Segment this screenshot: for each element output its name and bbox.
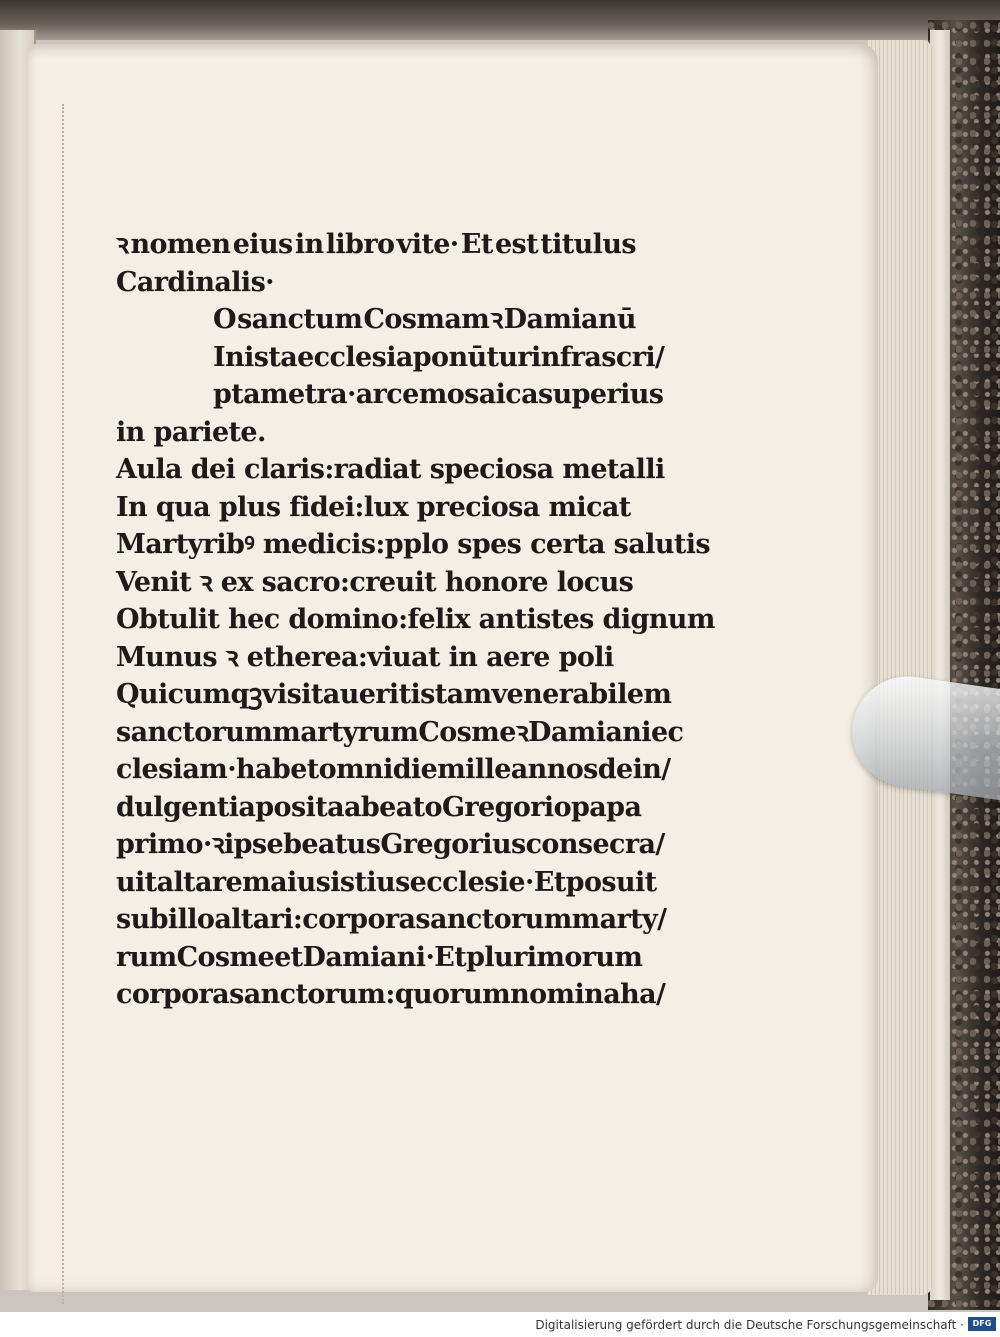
cover-board-edge [930,30,950,1300]
footer-bar [0,1312,1000,1337]
text-line: Aula dei claris:radiat speciosa metalli [116,454,665,485]
text-line: Martyribꝰ medicis:pplo spes certa salutis [116,529,710,560]
text-line: primo·ꝛ ipse beatus Gregorius consecra/ [116,829,665,860]
page-text [116,226,715,1014]
text-line: in pariete. [116,416,266,448]
text-line: sub illo altari : corpora sanctorum marty/ [116,904,667,935]
text-line: rum Cosme et Damiani· Et plurimorum [116,941,643,973]
text-line: uit altare maius istius ecclesie· Et posuit [116,866,657,898]
text-line: corpora sanctorum : quorum nomina ha/ [116,979,666,1010]
text-line: clesiam·habet omni die mille annos de in/ [116,754,671,785]
text-line: sanctorum martyrum Cosme ꝛ Damiani ec [116,716,684,748]
binding-top-edge [0,0,1000,40]
text-line: dulgentia posita a beato Gregorio papa [116,791,642,823]
text-line: ꝛ nomen eius in libro vite· Et est titulus [116,229,636,260]
text-line: pta metra·arce mosaica superius [213,379,664,410]
text-line: Obtulit hec domino:felix antistes dignum [116,604,715,635]
sewing-holes [62,104,66,1304]
text-line: Cardinalis· [116,266,274,298]
text-line: In ista ecclesia ponūtur infrascri/ [213,341,665,373]
text-line: In qua plus fidei:lux preciosa micat [116,491,631,523]
text-line: Quicumqꝫ visitauerit istam venerabilem [116,679,672,710]
funding-credit: Digitalisierung gefördert durch die Deutsche Forschungsgemeinschaft · [535,1318,964,1332]
text-line: Venit ꝛ ex sacro:creuit honore locus [116,566,634,598]
dfg-logo: DFG [968,1317,996,1331]
text-line: Munus ꝛ etherea:viuat in aere poli [116,641,614,673]
text-line: O sanctum Cosmam ꝛ Damianū [213,304,636,335]
